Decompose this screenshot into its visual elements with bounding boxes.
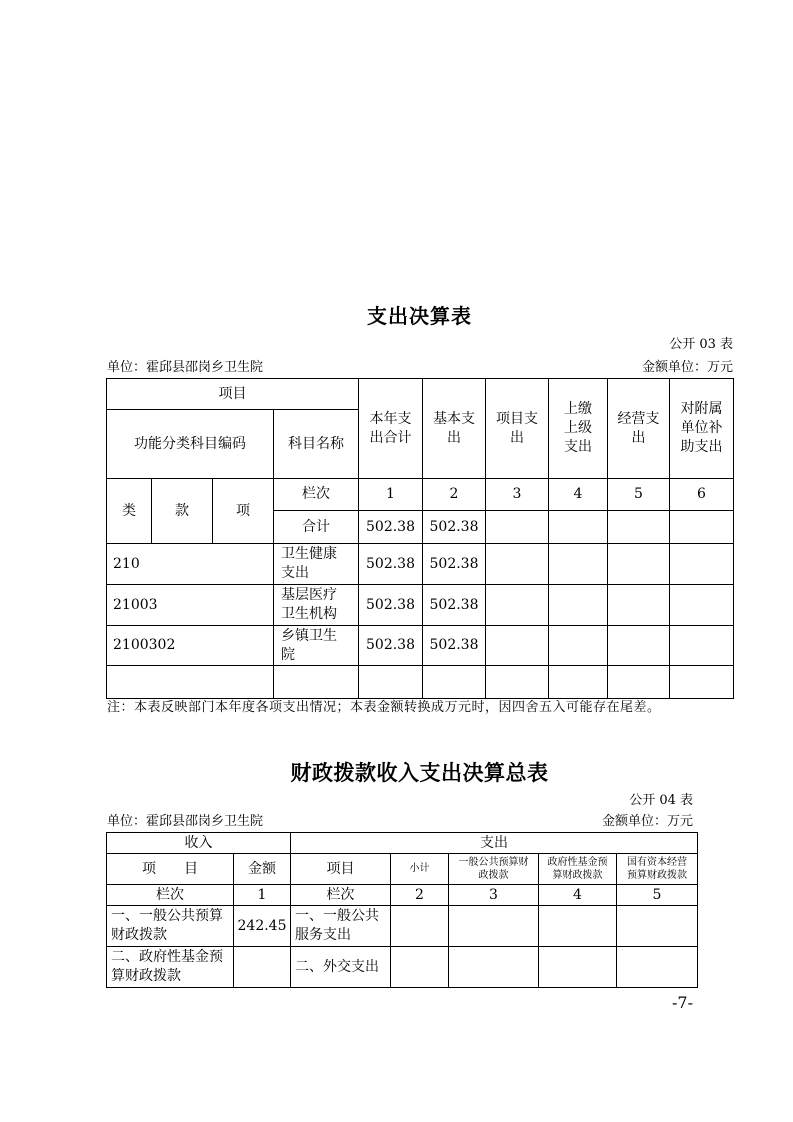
subtotal-header	[391, 854, 449, 885]
total-label: 合计	[274, 511, 359, 544]
income-header: 收入	[107, 833, 291, 854]
subject-name-text: 卫生健康支出	[281, 546, 337, 581]
appropriation-table-amount-unit: 金额单位：万元	[601, 814, 693, 829]
subject-name-text: 乡镇卫生院	[281, 627, 337, 663]
subject-name-header: 科目名称	[274, 410, 359, 479]
row-value	[449, 906, 539, 947]
header-row	[107, 379, 734, 410]
xiang-header: 项	[213, 479, 274, 544]
row-value	[391, 906, 449, 947]
lei-header: 类	[107, 479, 152, 544]
row-value	[486, 544, 549, 585]
total-value	[670, 511, 734, 544]
row-value	[549, 626, 608, 666]
expense-table	[106, 378, 734, 699]
general-budget-header	[449, 854, 539, 885]
income-amount: 242.45	[234, 906, 291, 947]
gov-fund-header-label: 政府性基金预算财政拨款	[547, 857, 608, 881]
empty-cell	[670, 666, 734, 699]
row-value	[670, 585, 734, 626]
row-value: 502.38	[423, 544, 486, 585]
expense-index-label: 栏次	[291, 885, 391, 906]
col-header-total	[359, 379, 423, 479]
col-header-basic-label: 基本支出	[433, 410, 475, 446]
column-index: 1	[359, 479, 423, 511]
index-row	[107, 479, 734, 511]
appropriation-table-form-code: 公开 04 表	[629, 793, 693, 808]
column-index: 2	[391, 885, 449, 906]
expense-table-note: 注：本表反映部门本年度各项支出情况；本表金额转换成万元时，因四舍五入可能存在尾差。	[107, 700, 661, 715]
total-value: 502.38	[423, 511, 486, 544]
empty-cell	[359, 666, 423, 699]
row-value	[391, 947, 449, 988]
state-capital-header-label: 国有资本经营预算财政拨款	[627, 857, 687, 881]
row-value	[670, 626, 734, 666]
kuan-header: 款	[152, 479, 213, 544]
row-value	[670, 544, 734, 585]
column-index: 5	[608, 479, 670, 511]
row-value	[617, 906, 698, 947]
row-value	[617, 947, 698, 988]
total-value	[486, 511, 549, 544]
empty-cell	[608, 666, 670, 699]
empty-row	[107, 666, 734, 699]
subject-name-text: 基层医疗卫生机构	[281, 587, 337, 622]
general-budget-header-label: 一般公共预算财政拨款	[458, 857, 529, 881]
table-row	[107, 544, 734, 585]
expense-item-header: 项目	[291, 854, 391, 885]
row-value	[549, 585, 608, 626]
total-value	[608, 511, 670, 544]
income-amount-index: 1	[234, 885, 291, 906]
subject-code: 210	[107, 544, 274, 585]
col-header-remit	[549, 379, 608, 479]
empty-cell	[423, 666, 486, 699]
expense-table-amount-unit: 金额单位：万元	[641, 360, 733, 375]
row-value	[539, 947, 617, 988]
item-header: 项目	[107, 379, 359, 410]
func-code-header: 功能分类科目编码	[107, 410, 274, 479]
subject-code: 2100302	[107, 626, 274, 666]
col-header-business	[608, 379, 670, 479]
row-value	[608, 585, 670, 626]
row-value	[449, 947, 539, 988]
column-index: 5	[617, 885, 698, 906]
header-row	[107, 854, 698, 885]
empty-cell	[107, 666, 274, 699]
col-header-project	[486, 379, 549, 479]
state-capital-header	[617, 854, 698, 885]
empty-cell	[549, 666, 608, 699]
row-value: 502.38	[423, 626, 486, 666]
row-value: 502.38	[423, 585, 486, 626]
col-header-remit-label: 上缴上级支出	[564, 401, 592, 455]
expense-header: 支出	[291, 833, 698, 854]
total-value: 502.38	[359, 511, 423, 544]
column-index: 3	[449, 885, 539, 906]
expense-table-unit: 单位：霍邱县邵岗乡卫生院	[107, 360, 264, 375]
empty-cell	[486, 666, 549, 699]
col-header-total-label: 本年支出合计	[369, 410, 412, 446]
income-index-label: 栏次	[107, 885, 234, 906]
expense-item: 一、一般公共服务支出	[291, 906, 391, 947]
header-row	[107, 833, 698, 854]
col-header-project-label: 项目支出	[496, 410, 538, 446]
col-header-subsidy	[670, 379, 734, 479]
subject-name	[274, 585, 359, 626]
row-value: 502.38	[359, 544, 423, 585]
row-value	[486, 585, 549, 626]
gov-fund-header	[539, 854, 617, 885]
subject-name	[274, 544, 359, 585]
col-header-business-label: 经营支出	[617, 410, 660, 446]
column-index: 2	[423, 479, 486, 511]
column-index: 6	[670, 479, 734, 511]
table-row	[107, 585, 734, 626]
empty-cell	[274, 666, 359, 699]
income-amount	[234, 947, 291, 988]
column-index: 4	[539, 885, 617, 906]
expense-item: 二、外交支出	[291, 947, 391, 988]
subject-name	[274, 626, 359, 666]
subject-code: 21003	[107, 585, 274, 626]
total-value	[549, 511, 608, 544]
subtotal-header-label: 小计	[409, 863, 430, 874]
index-row	[107, 885, 698, 906]
row-value	[549, 544, 608, 585]
col-header-basic	[423, 379, 486, 479]
income-item: 二、政府性基金预算财政拨款	[107, 947, 234, 988]
row-value: 502.38	[359, 626, 423, 666]
row-value	[539, 906, 617, 947]
column-index-label: 栏次	[274, 479, 359, 511]
col-header-subsidy-label: 对附属单位补助支出	[680, 401, 723, 455]
income-item: 一、一般公共预算财政拨款	[107, 906, 234, 947]
expense-table-title: 支出决算表	[367, 304, 472, 328]
row-value	[608, 544, 670, 585]
table-row	[107, 626, 734, 666]
table-row	[107, 906, 698, 947]
income-item-header: 项 目	[107, 854, 234, 885]
table-row	[107, 947, 698, 988]
page-number: -7-	[672, 993, 693, 1012]
appropriation-table-unit: 单位：霍邱县邵岗乡卫生院	[107, 814, 264, 829]
appropriation-table	[106, 832, 698, 988]
column-index: 4	[549, 479, 608, 511]
column-index: 3	[486, 479, 549, 511]
row-value: 502.38	[359, 585, 423, 626]
row-value	[608, 626, 670, 666]
appropriation-table-title: 财政拨款收入支出决算总表	[290, 760, 549, 785]
income-amount-header: 金额	[234, 854, 291, 885]
row-value	[486, 626, 549, 666]
expense-table-form-code: 公开 03 表	[669, 337, 733, 352]
